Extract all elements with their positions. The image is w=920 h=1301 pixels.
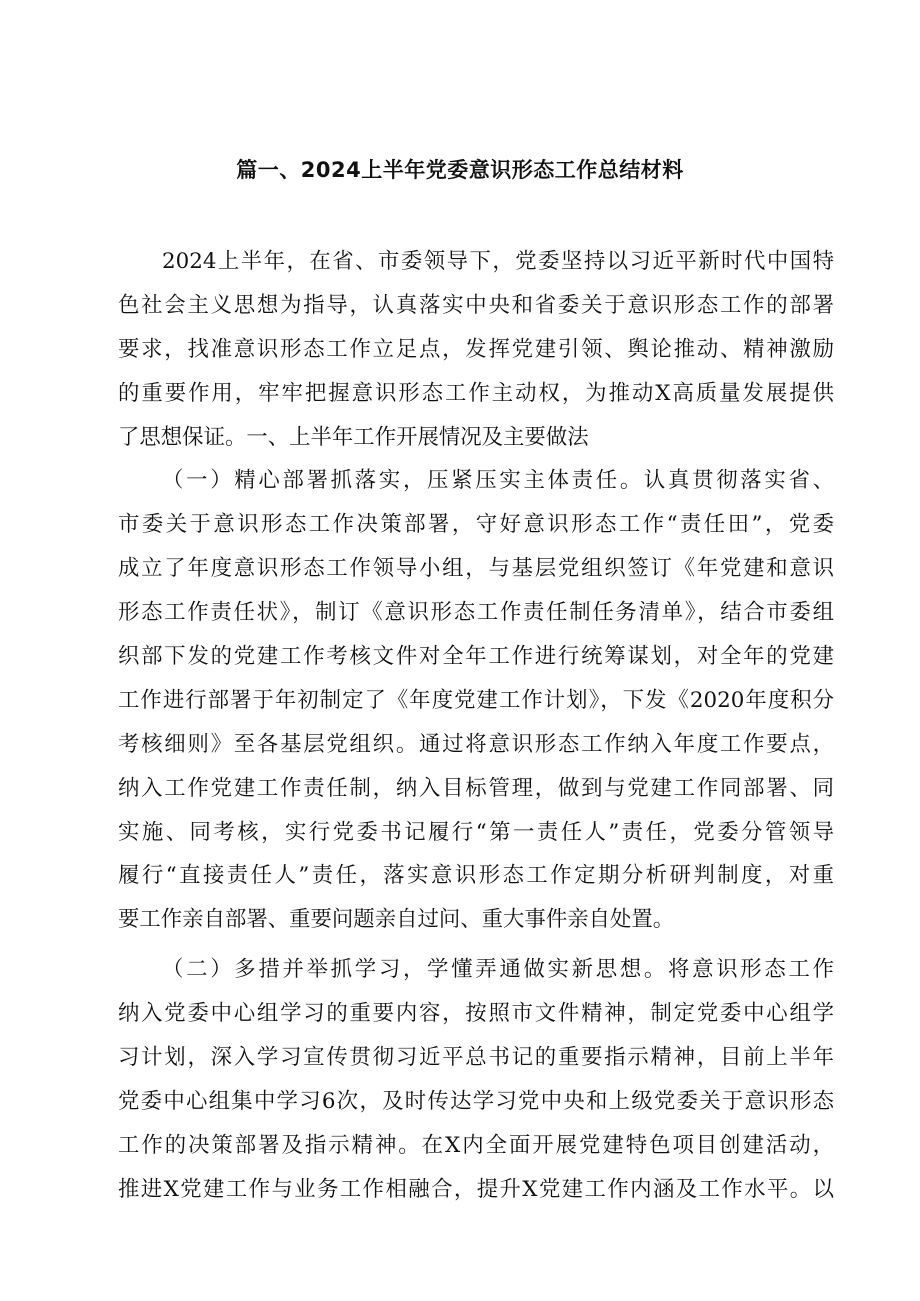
text-line: 考核细则》至各基层党组织。通过将意识形态工作纳入年度工作要点， <box>118 731 834 757</box>
text-line: 要工作亲自部署、重要问题亲自过问、重大事件亲自处置。 <box>118 907 675 933</box>
text-line: 2024上半年，在省、市委领导下，党委坚持以习近平新时代中国特 <box>162 249 834 274</box>
text-line: 实施、同考核，实行党委书记履行“第一责任人”责任，党委分管领导 <box>118 819 834 845</box>
text-line: 市委关于意识形态工作决策部署，守好意识形态工作“责任田”，党委 <box>118 512 834 538</box>
text-line: 纳入工作党建工作责任制，纳入目标管理，做到与党建工作同部署、同 <box>118 775 834 801</box>
text-line: 履行“直接责任人”责任，落实意识形态工作定期分析研判制度，对重 <box>118 863 834 889</box>
text-line: 成立了年度意识形态工作领导小组，与基层党组织签订《年党建和意识 <box>118 556 834 582</box>
intro-paragraph <box>118 240 834 459</box>
text-line: 的重要作用，牢牢把握意识形态工作主动权，为推动X高质量发展提供 <box>118 380 834 406</box>
text-line: 色社会主义思想为指导，认真落实中央和省委关于意识形态工作的部署 <box>118 292 834 318</box>
text-line: 党委中心组集中学习6次，及时传达学习党中央和上级党委关于意识形态 <box>118 1088 834 1114</box>
text-line: 推进X党建工作与业务工作相融合，提升X党建工作内涵及工作水平。以 <box>118 1176 834 1202</box>
text-line: 习计划，深入学习宣传贯彻习近平总书记的重要指示精神，目前上半年 <box>118 1045 834 1071</box>
text-line: 纳入党委中心组学习的重要内容，按照市文件精神，制定党委中心组学 <box>118 1001 834 1027</box>
section-two-paragraph <box>118 948 834 1211</box>
text-line: 要求，找准意识形态工作立足点，发挥党建引领、舆论推动、精神激励 <box>118 336 834 362</box>
text-line: 工作的决策部署及指示精神。在X内全面开展党建特色项目创建活动， <box>118 1132 834 1158</box>
document-body <box>118 240 834 1212</box>
section-one-paragraph <box>118 459 834 942</box>
text-line: 了思想保证。一、上半年工作开展情况及主要做法 <box>118 424 589 450</box>
document-title: 篇一、2024上半年党委意识形态工作总结材料 <box>236 158 684 182</box>
text-line: 工作进行部署于年初制定了《年度党建工作计划》，下发《2020年度积分 <box>118 687 834 713</box>
text-line: （二）多措并举抓学习，学懂弄通做实新思想。将意识形态工作 <box>162 957 834 983</box>
text-line: 织部下发的党建工作考核文件对全年工作进行统筹谋划，对全年的党建 <box>118 644 834 670</box>
text-line: （一）精心部署抓落实，压紧压实主体责任。认真贯彻落实省、 <box>162 468 834 494</box>
text-line: 形态工作责任状》，制订《意识形态工作责任制任务清单》，结合市委组 <box>118 600 834 626</box>
